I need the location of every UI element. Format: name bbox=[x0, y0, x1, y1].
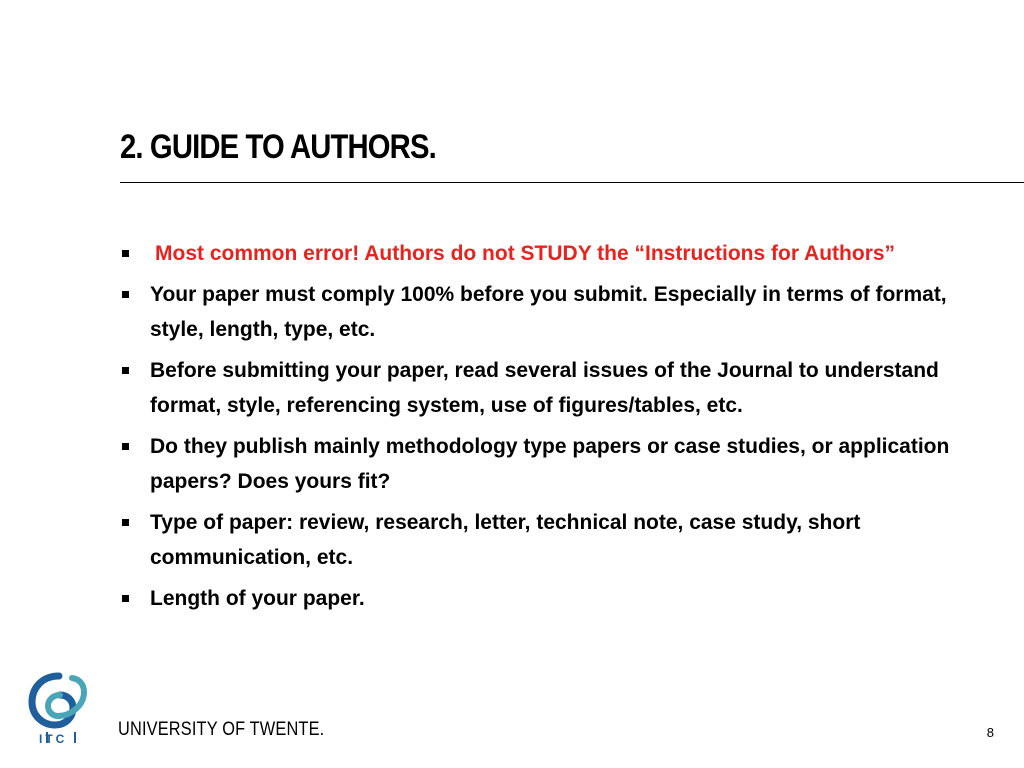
square-bullet-icon bbox=[122, 367, 129, 374]
logo-wordmark: ITC bbox=[39, 732, 68, 746]
bullet-item bbox=[118, 353, 998, 423]
bullet-text: Length of your paper. bbox=[150, 587, 365, 610]
bullet-text: Before submitting your paper, read several issues of the Journal to understand format, style, referencing system, use of figures/tables, etc. bbox=[150, 359, 939, 417]
bullet-item bbox=[118, 505, 998, 575]
bullet-item bbox=[118, 429, 998, 499]
square-bullet-icon bbox=[122, 595, 129, 602]
square-bullet-icon bbox=[122, 443, 129, 450]
title-divider bbox=[120, 182, 1024, 183]
bullet-item bbox=[118, 236, 998, 271]
bullet-text: Do they publish mainly methodology type papers or case studies, or application papers? Does yours fit? bbox=[150, 435, 950, 493]
bullet-text: Most common error! Authors do not STUDY the “Instructions for Authors” bbox=[155, 242, 896, 265]
bullet-text: Your paper must comply 100% before you submit. Especially in terms of format, style, length, type, etc. bbox=[150, 283, 947, 341]
university-name: UNIVERSITY OF TWENTE. bbox=[118, 719, 325, 740]
slide-title: 2. GUIDE TO AUTHORS. bbox=[120, 128, 436, 166]
bullet-text: Type of paper: review, research, letter, technical note, case study, short communication, etc. bbox=[150, 511, 861, 569]
square-bullet-icon bbox=[122, 519, 129, 526]
itc-logo bbox=[26, 670, 92, 746]
bullet-item bbox=[118, 581, 998, 616]
bullet-item bbox=[118, 277, 998, 347]
bullet-list bbox=[118, 236, 998, 622]
page-number: 8 bbox=[986, 725, 994, 740]
square-bullet-icon bbox=[122, 291, 129, 298]
square-bullet-icon bbox=[122, 250, 129, 257]
